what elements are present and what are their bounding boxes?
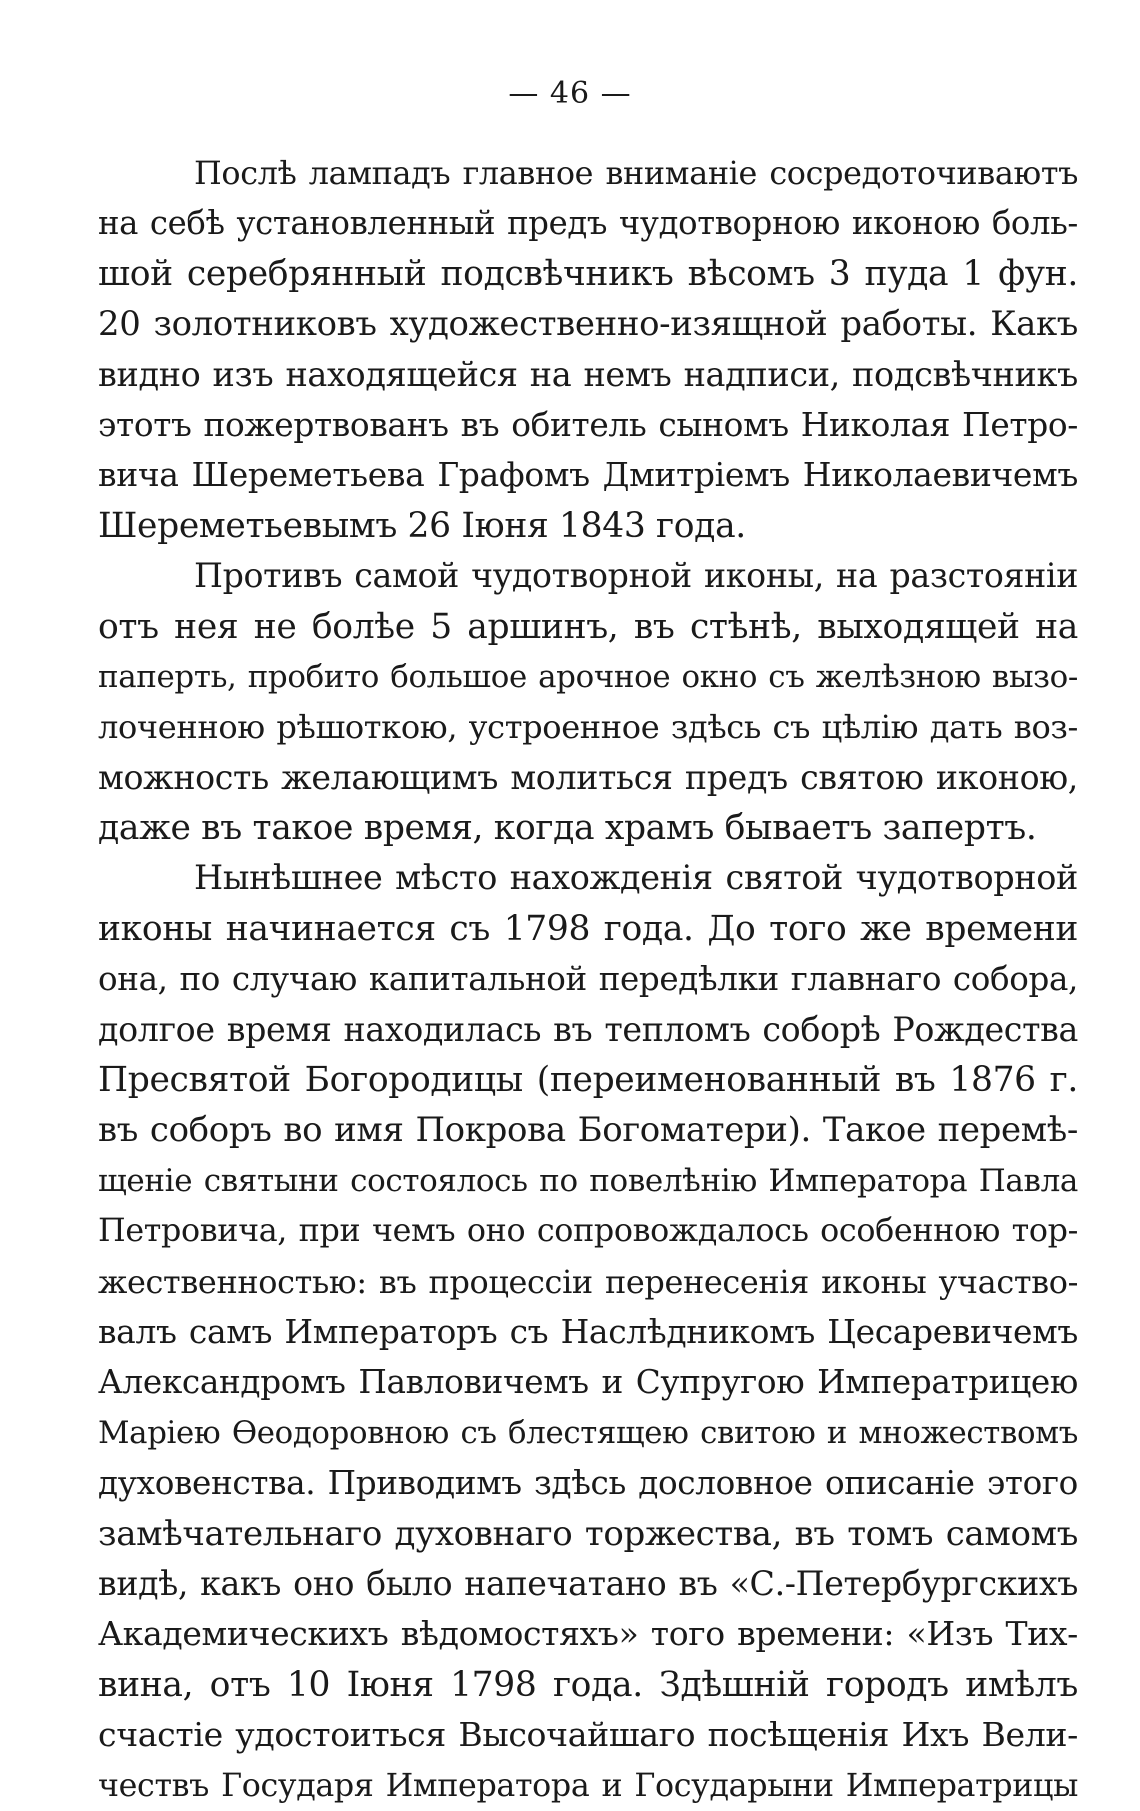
- text-line: Нынѣшнее мѣсто нахожденія святой чудотворной: [194, 858, 1078, 898]
- text-line: иконы начинается съ 1798 года. До того же времени: [98, 908, 1078, 949]
- text-line: можность желающимъ молиться предъ святою иконою,: [98, 757, 1078, 797]
- text-line: вича Шереметьева Графомъ Дмитріемъ Николаевичемъ: [98, 455, 1078, 495]
- text-line: Петровича, при чемъ оно сопровождалось особенною тор-: [98, 1213, 1078, 1250]
- paragraph-1: [98, 148, 1078, 551]
- body-text: [98, 148, 1078, 1811]
- text-line: замѣчательнаго духовнаго торжества, въ томъ самомъ: [98, 1513, 1078, 1554]
- text-line: Послѣ лампадъ главное вниманіе сосредоточиваютъ: [194, 154, 1078, 192]
- text-line: щеніе святыни состоялось по повелѣнію Императора Павла: [98, 1162, 1078, 1199]
- text-line: счастіе удостоиться Высочайшаго посѣщенія Ихъ Вели-: [98, 1715, 1078, 1755]
- text-line: Шереметьевымъ 26 Іюня 1843 года.: [98, 505, 746, 546]
- text-line: даже въ такое время, когда храмъ бываетъ запертъ.: [98, 808, 1037, 849]
- text-line: вина, отъ 10 Іюня 1798 года. Здѣшній городъ имѣлъ: [98, 1664, 1078, 1705]
- text-line: Пресвятой Богородицы (переименованный въ 1876 г.: [98, 1060, 1078, 1101]
- text-line: видно изъ находящейся на немъ надписи, подсвѣчникъ: [98, 354, 1078, 394]
- paragraph-2: [98, 551, 1078, 853]
- text-line: духовенства. Приводимъ здѣсь дословное описаніе этого: [98, 1464, 1078, 1503]
- text-line: чествъ Государя Императора и Государыни Императрицы: [98, 1767, 1078, 1804]
- text-line: отъ нея не болѣе 5 аршинъ, въ стѣнѣ, выходящей на: [98, 606, 1078, 647]
- text-line: 20 золотниковъ художественно-изящной работы. Какъ: [98, 304, 1078, 344]
- text-line: Противъ самой чудотворной иконы, на разстояніи: [194, 556, 1078, 596]
- text-line: на себѣ установленный предъ чудотворною иконою боль-: [98, 204, 1078, 243]
- text-line: она, по случаю капитальной передѣлки главнаго собора,: [98, 960, 1078, 999]
- text-line: валъ самъ Императоръ съ Наслѣдникомъ Цесаревичемъ: [98, 1311, 1078, 1351]
- text-line: шой серебрянный подсвѣчникъ вѣсомъ 3 пуда 1 фун.: [98, 253, 1078, 294]
- paragraph-3: [98, 853, 1078, 1810]
- text-line: лоченною рѣшоткою, устроенное здѣсь съ цѣлію дать воз-: [98, 708, 1078, 747]
- text-line: видѣ, какъ оно было напечатано въ «С.-Петербургскихъ: [98, 1563, 1078, 1603]
- text-line: Академическихъ вѣдомостяхъ» того времени: «Изъ Тих-: [98, 1614, 1078, 1654]
- text-line: этотъ пожертвованъ въ обитель сыномъ Николая Петро-: [98, 405, 1078, 444]
- text-line: жественностью: въ процессіи перенесенія иконы участво-: [98, 1262, 1078, 1301]
- text-line: въ соборъ во имя Покрова Богоматери). Такое перемѣ-: [98, 1110, 1078, 1151]
- text-line: долгое время находилась въ тепломъ соборѣ Рождества: [98, 1009, 1078, 1049]
- text-line: паперть, пробито большое арочное окно съ желѣзною вызо-: [98, 658, 1078, 695]
- text-line: Маріею Ѳеодоровною съ блестящею свитою и множествомъ: [98, 1414, 1078, 1451]
- text-line: Александромъ Павловичемъ и Супругою Императрицею: [98, 1363, 1078, 1402]
- page-number: — 46 —: [508, 76, 632, 111]
